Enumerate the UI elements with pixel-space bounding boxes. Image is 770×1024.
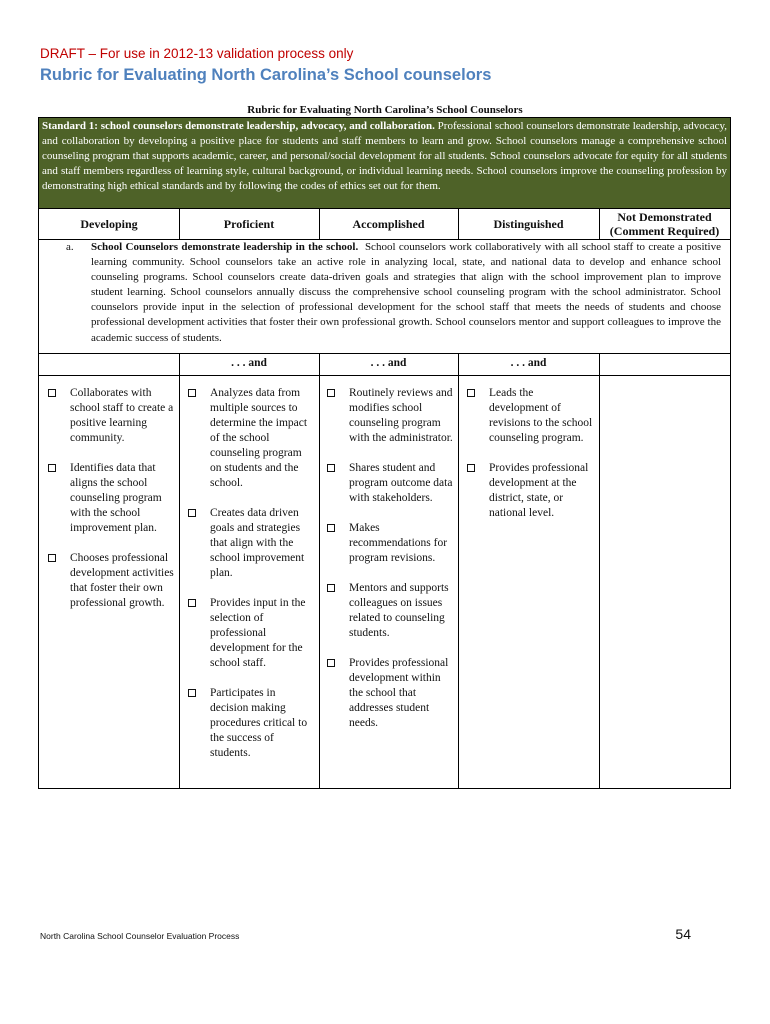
accomplished-item-text: Provides professional development within the school that addresses student needs. [349,657,449,729]
column-divider [599,208,600,240]
distinguished-item [466,386,594,446]
developing-item-text: Collaborates with school staff to create a positive learning community. [70,387,174,444]
distinguished-item-text: Leads the development of revisions to the school counseling program. [489,387,593,444]
proficient-item [187,686,314,761]
accomplished-item [326,461,454,506]
checkbox[interactable] [327,389,335,397]
not-demonstrated-label: Not Demonstrated [617,210,712,224]
proficient-column [187,386,314,761]
distinguished-item-text: Provides professional development at the district, state, or national level. [489,462,589,519]
element-letter: a. [66,241,74,253]
proficient-item [187,596,314,671]
distinguished-and-label: . . . and [510,357,547,369]
checkbox[interactable] [188,599,196,607]
developing-item [47,461,175,536]
page-title: Rubric for Evaluating North Carolina’s School counselors [40,66,492,84]
accomplished-item [326,656,454,731]
checkbox[interactable] [48,464,56,472]
checkbox[interactable] [327,659,335,667]
column-divider [179,208,180,240]
distinguished-column [466,386,594,521]
checkbox[interactable] [327,464,335,472]
checkbox[interactable] [327,584,335,592]
checkbox[interactable] [467,464,475,472]
accomplished-item-text: Shares student and program outcome data with stakeholders. [349,462,453,504]
proficient-item-text: Creates data driven goals and strategies that align with the school improvement plan. [210,507,305,579]
accomplished-item-text: Mentors and supports colleagues on issues related to counseling students. [349,582,449,639]
checkbox[interactable] [188,509,196,517]
element-row [39,240,730,354]
checkbox[interactable] [48,554,56,562]
proficient-item [187,506,314,581]
developing-item-text: Identifies data that aligns the school counseling program with the school improvement plan. [70,462,162,534]
developing-column [47,386,175,611]
proficient-item-text: Analyzes data from multiple sources to determine the impact of the school counseling program on students and the school. [210,387,308,489]
column-divider [319,354,320,788]
standard-label: Standard 1: school counselors demonstrate leadership, advocacy, and collaboration. [42,120,435,132]
checkbox[interactable] [327,524,335,532]
accomplished-item [326,386,454,446]
checkbox[interactable] [188,389,196,397]
accomplished-item-text: Makes recommendations for program revisions. [349,522,448,564]
accomplished-item [326,521,454,566]
column-header-proficient: Proficient [223,217,275,231]
column-header-developing: Developing [80,217,138,231]
and-row [39,354,730,376]
element-text [91,240,721,346]
column-divider [458,354,459,788]
proficient-item-text: Participates in decision making procedures critical to the success of students. [210,687,308,759]
checkbox[interactable] [48,389,56,397]
accomplished-item-text: Routinely reviews and modifies school counseling program with the administrator. [349,387,453,444]
accomplished-and-label: . . . and [370,357,407,369]
element-title: School Counselors demonstrate leadership in the school. [91,241,359,253]
page-number: 54 [675,926,691,942]
column-header-row [39,208,730,240]
checkbox[interactable] [467,389,475,397]
developing-item-text: Chooses professional development activities that foster their own professional growth. [70,552,174,609]
column-header-accomplished: Accomplished [352,217,425,231]
accomplished-column [326,386,454,731]
distinguished-item [466,461,594,521]
element-description: School counselors work collaboratively with all school staff to create a positive learning community. School counselors take an active role in analyzing local, state, and national data to develop and enhance school counseling programs. School counselors create data-driven goals and strategies that align with the school improvement plan to improve student learning. School counselors annually discuss the comprehensive school counseling program with the school administrator. School counselors provide input in the selection of professional development for the school staff that meets the needs of students and choose professional development activities that foster their own professional growth. School counselors mentor and support colleagues to improve the academic success of students. [91,241,721,344]
column-divider [458,208,459,240]
proficient-item-text: Provides input in the selection of professional development for the school staff. [210,597,306,669]
standard-description: Professional school counselors demonstrate leadership, advocacy, and collaboration by developing a positive place for students and staff members to learn and grow. School counselors manage a comprehensive school counseling program that supports academic, career, and personal/social development for all students. School counselors advocate for equity for all students and staff members regardless of learning style, cultural background, or individual learning needs. School counselors improve the counseling profession by demonstrating high ethical standards and by following the codes of ethics set out for them. [42,120,727,193]
developing-item [47,386,175,446]
standard-header [39,118,730,208]
comment-required-label: (Comment Required) [609,224,720,238]
column-header-not-demonstrated [599,209,730,239]
accomplished-item [326,581,454,641]
draft-notice: DRAFT – For use in 2012-13 validation process only [40,46,354,61]
checkbox[interactable] [188,689,196,697]
footer-text: North Carolina School Counselor Evaluation Process [40,931,240,941]
not-demonstrated-column[interactable] [600,386,730,786]
proficient-item [187,386,314,491]
table-caption: Rubric for Evaluating North Carolina’s School Counselors [247,104,523,116]
developing-item [47,551,175,611]
column-header-distinguished: Distinguished [493,217,564,231]
rubric-table [38,117,731,789]
column-divider [179,354,180,788]
proficient-and-label: . . . and [231,357,267,369]
column-divider [319,208,320,240]
